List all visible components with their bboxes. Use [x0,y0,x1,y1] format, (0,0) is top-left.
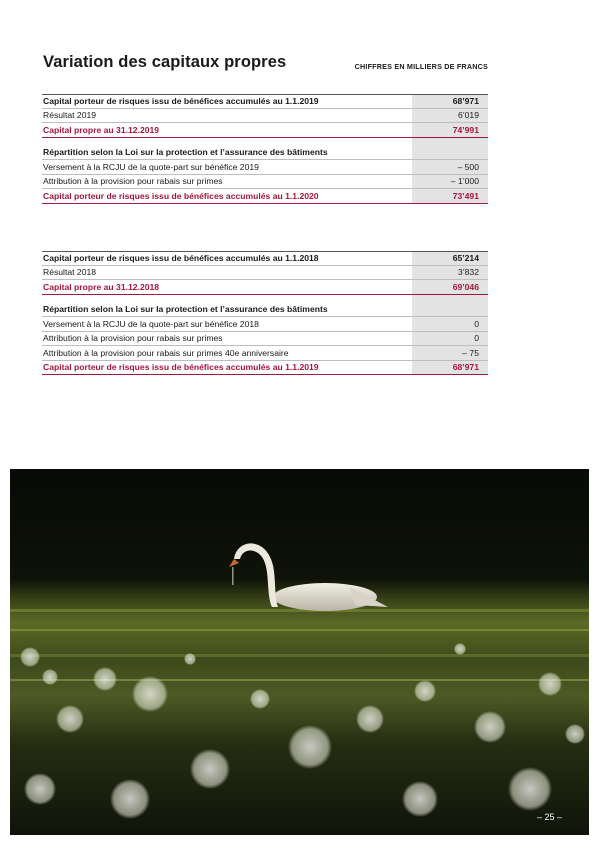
row-label: Capital porteur de risques issu de bénéfices accumulés au 1.1.2019 [43,362,319,373]
table-row [42,94,488,109]
equity-table-2019 [42,94,488,204]
swan-photo [10,469,589,835]
row-label: Répartition selon la Loi sur la protection et l’assurance des bâtiments [43,304,328,315]
table-section-heading [42,303,488,318]
row-label: Résultat 2018 [43,267,97,278]
table-row [42,160,488,175]
units-note: CHIFFRES EN MILLIERS DE FRANCS [354,62,488,71]
row-label: Capital propre au 31.12.2018 [43,281,160,292]
table-section-heading [42,146,488,161]
row-value: – 1’000 [412,175,488,189]
row-value: 69’046 [412,280,488,294]
row-label: Versement à la RCJU de la quote-part sur bénéfice 2018 [43,318,259,329]
equity-table-2018 [42,251,488,375]
row-label: Versement à la RCJU de la quote-part sur bénéfice 2019 [43,161,259,172]
row-label: Résultat 2019 [43,110,97,121]
table-row [42,332,488,347]
row-value: – 500 [412,160,488,174]
table-row-total [42,123,488,138]
table-row-total [42,280,488,295]
table-row [42,251,488,266]
row-label: Capital porteur de risques issu de bénéfices accumulés au 1.1.2018 [43,253,319,264]
row-spacer [42,138,488,146]
row-label: Répartition selon la Loi sur la protection et l’assurance des bâtiments [43,147,328,158]
row-value: 0 [412,332,488,346]
table-row [42,346,488,361]
row-spacer [42,295,488,303]
row-value [412,303,488,317]
row-label: Attribution à la provision pour rabais sur primes [43,176,223,187]
page-title: Variation des capitaux propres [43,53,287,71]
row-value: – 75 [412,346,488,360]
row-value: 6’019 [412,109,488,123]
row-value [412,146,488,160]
row-label: Capital porteur de risques issu de bénéfices accumulés au 1.1.2019 [43,96,319,107]
table-row [42,175,488,190]
row-value: 0 [412,317,488,331]
row-label: Attribution à la provision pour rabais sur primes [43,333,223,344]
row-label: Capital propre au 31.12.2019 [43,124,160,135]
table-row [42,317,488,332]
row-value: 68’971 [412,95,488,108]
row-value: 73’491 [412,189,488,203]
row-value: 68’971 [412,361,488,375]
table-row-total [42,361,488,376]
row-label: Attribution à la provision pour rabais sur primes 40e anniversaire [43,347,289,358]
row-value: 65’214 [412,252,488,265]
table-row-total [42,189,488,204]
row-value: 74’991 [412,123,488,137]
row-label: Capital porteur de risques issu de bénéfices accumulés au 1.1.2020 [43,190,319,201]
row-value: 3’832 [412,266,488,280]
table-row [42,266,488,281]
table-row [42,109,488,124]
page-number: – 25 – [536,812,562,822]
